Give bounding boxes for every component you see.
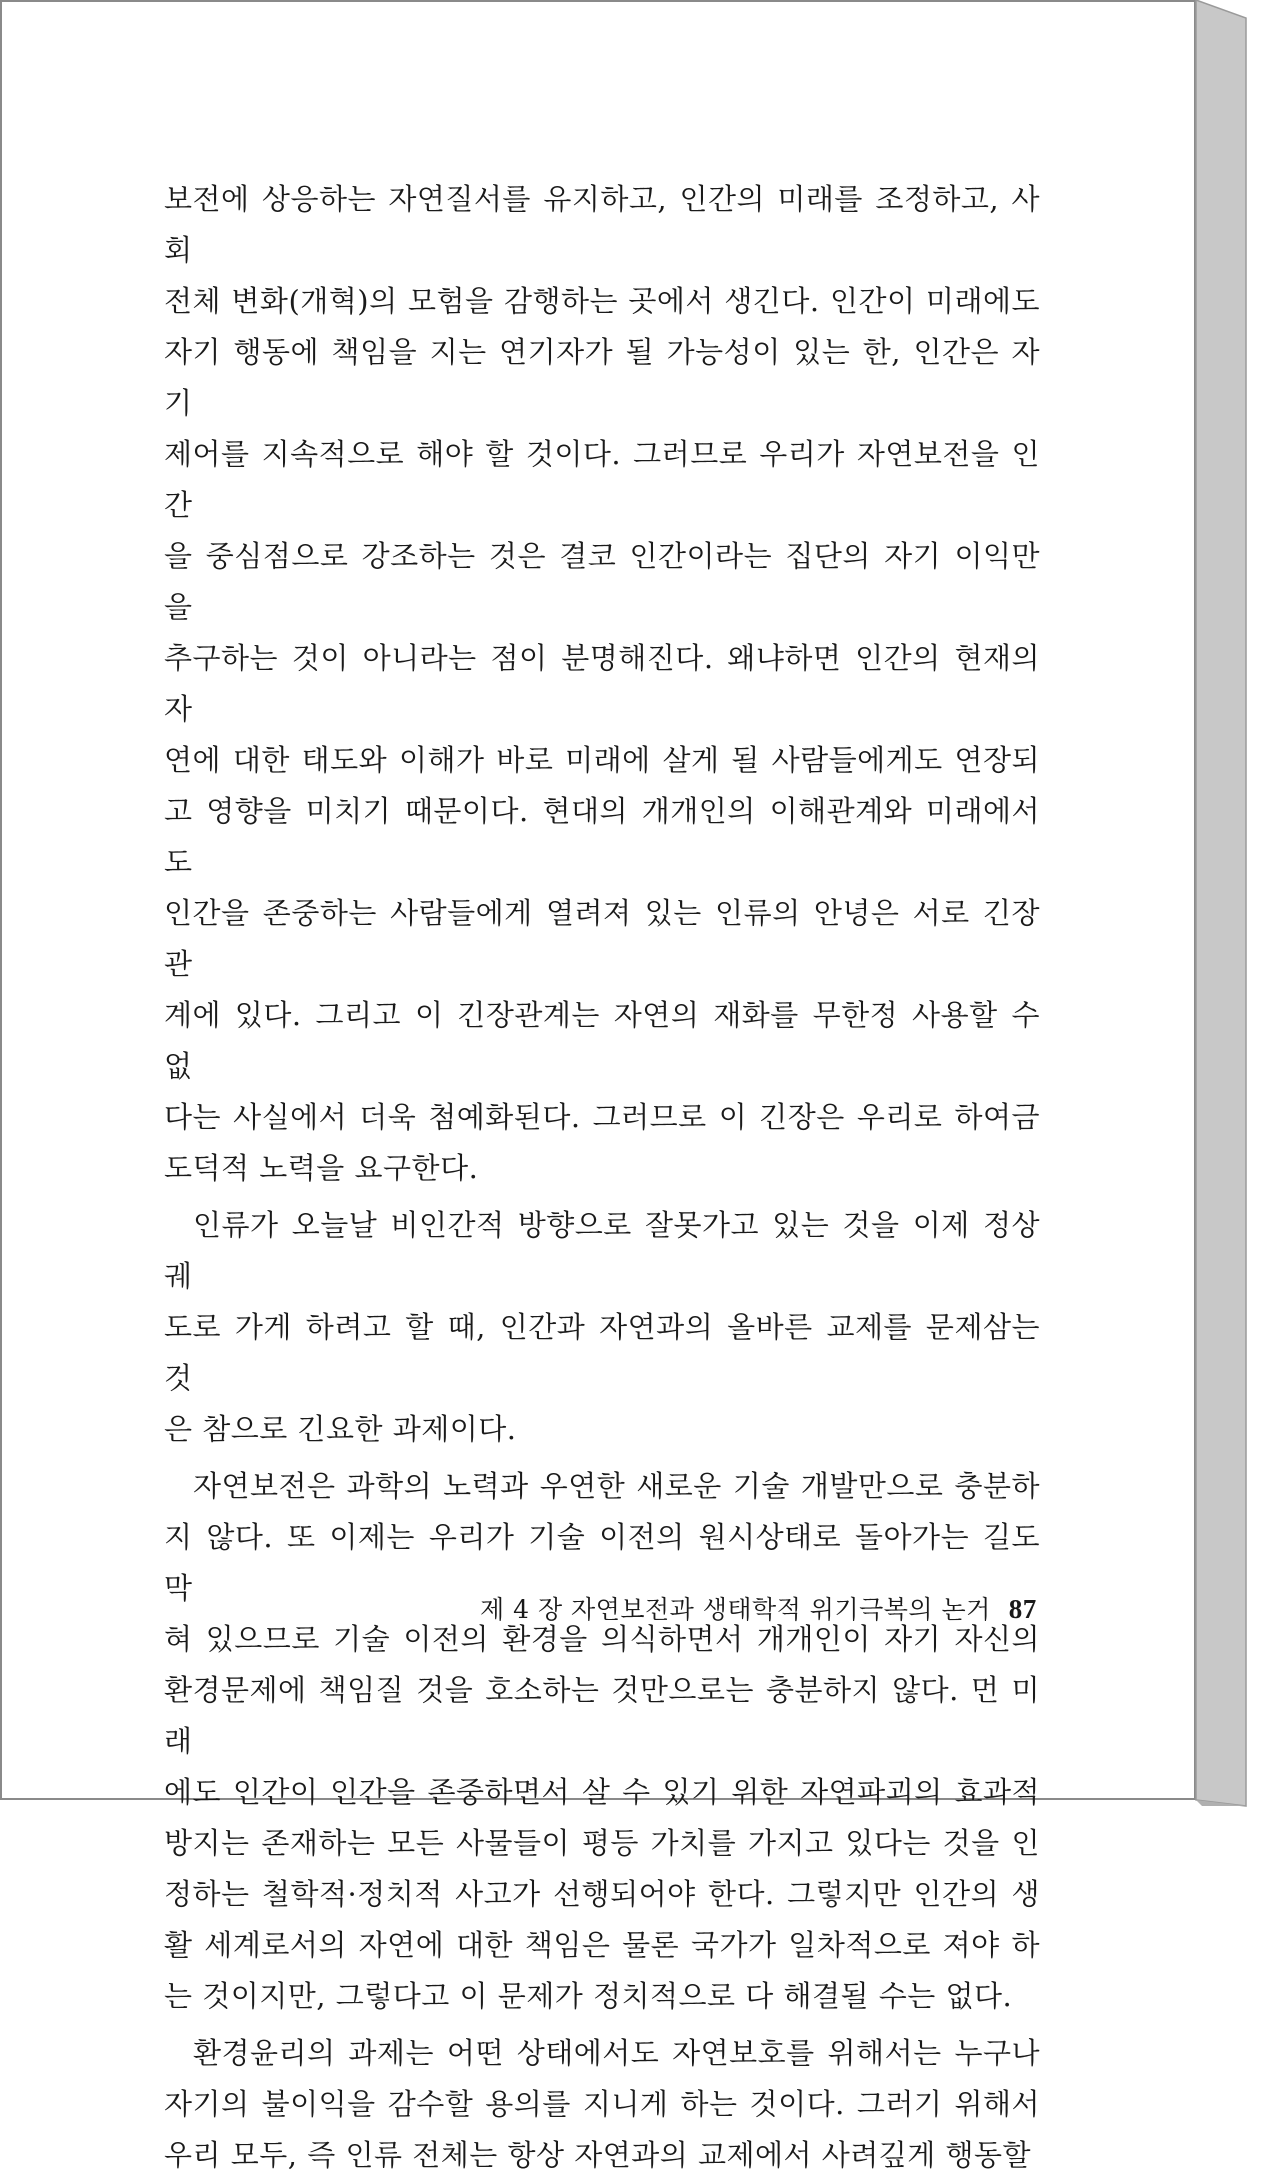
text-line: 고 영향을 미치기 때문이다. 현대의 개개인의 이해관계와 미래에서도 xyxy=(164,794,1040,879)
text-line: 인간을 존중하는 사람들에게 열려져 있는 인류의 안녕은 서로 긴장관 xyxy=(164,896,1040,981)
text-line: 자연보전은 과학의 노력과 우연한 새로운 기술 개발만으로 충분하 xyxy=(193,1469,1040,1503)
text-line: 자기 행동에 책임을 지는 연기자가 될 가능성이 있는 한, 인간은 자기 xyxy=(164,335,1040,420)
text-line: 보전에 상응하는 자연질서를 유지하고, 인간의 미래를 조정하고, 사회 xyxy=(164,182,1040,267)
text-line: 는 것이지만, 그렇다고 이 문제가 정치적으로 다 해결될 수는 없다. xyxy=(164,1979,1013,2013)
running-footer xyxy=(480,1590,1037,1626)
text-line: 연에 대한 태도와 이해가 바로 미래에 살게 될 사람들에게도 연장되 xyxy=(164,743,1040,777)
chapter-title: 제 4 장 자연보전과 생태학적 위기극복의 논거 xyxy=(480,1595,991,1624)
text-line: 을 중심점으로 강조하는 것은 결코 인간이라는 집단의 자기 이익만을 xyxy=(164,539,1040,624)
text-line: 혀 있으므로 기술 이전의 환경을 의식하면서 개개인이 자기 자신의 xyxy=(164,1622,1040,1656)
text-line: 환경윤리의 과제는 어떤 상태에서도 자연보호를 위해서는 누구나 xyxy=(193,2036,1040,2070)
text-line: 추구하는 것이 아니라는 점이 분명해진다. 왜냐하면 인간의 현재의 자 xyxy=(164,641,1040,726)
text-line: 도덕적 노력을 요구한다. xyxy=(164,1151,479,1185)
text-line: 계에 있다. 그리고 이 긴장관계는 자연의 재화를 무한정 사용할 수 없 xyxy=(164,998,1040,1083)
text-line: 인류가 오늘날 비인간적 방향으로 잘못가고 있는 것을 이제 정상궤 xyxy=(164,1208,1040,1293)
text-line: 활 세계로서의 자연에 대한 책임은 물론 국가가 일차적으로 져야 하 xyxy=(164,1928,1040,1962)
page-number: 87 xyxy=(1008,1594,1037,1624)
text-line: 정하는 철학적·정치적 사고가 선행되어야 한다. 그렇지만 인간의 생 xyxy=(164,1877,1040,1911)
text-line: 다는 사실에서 더욱 첨예화된다. 그러므로 이 긴장은 우리로 하여금 xyxy=(164,1100,1040,1134)
body-text xyxy=(164,174,1040,2181)
text-line: 환경문제에 책임질 것을 호소하는 것만으로는 충분하지 않다. 먼 미래 xyxy=(164,1673,1040,1758)
text-line: 에도 인간이 인간을 존중하면서 살 수 있기 위한 자연파괴의 효과적 xyxy=(164,1775,1040,1809)
text-line: 제어를 지속적으로 해야 할 것이다. 그러므로 우리가 자연보전을 인간 xyxy=(164,437,1040,522)
text-line: 방지는 존재하는 모든 사물들이 평등 가치를 가지고 있다는 것을 인 xyxy=(164,1826,1040,1860)
text-line: 도로 가게 하려고 할 때, 인간과 자연과의 올바른 교제를 문제삼는 것 xyxy=(164,1310,1040,1395)
text-line: 우리 모두, 즉 인류 전체는 항상 자연과의 교제에서 사려깊게 행동할 xyxy=(164,2138,1032,2172)
page-stack-edge xyxy=(1196,0,1256,1806)
text-line: 전체 변화(개혁)의 모험을 감행하는 곳에서 생긴다. 인간이 미래에도 xyxy=(164,284,1040,318)
text-line: 지 않다. 또 이제는 우리가 기술 이전의 원시상태로 돌아가는 길도 막 xyxy=(164,1520,1040,1605)
text-line: 자기의 불이익을 감수할 용의를 지니게 하는 것이다. 그러기 위해서 xyxy=(164,2087,1040,2121)
text-line: 은 참으로 긴요한 과제이다. xyxy=(164,1412,517,1446)
